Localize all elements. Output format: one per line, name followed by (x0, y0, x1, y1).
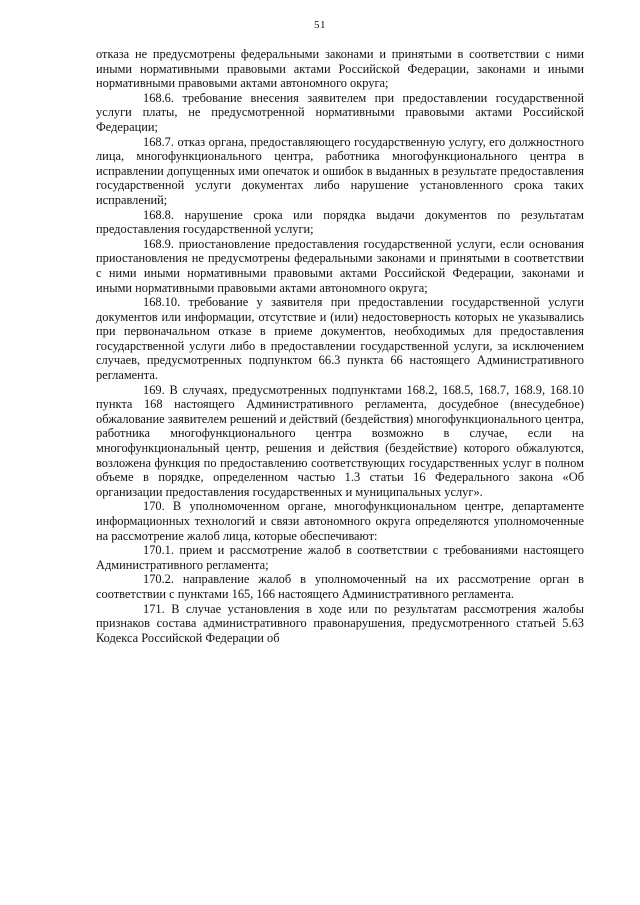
paragraph-168-9: 168.9. приостановление предоставления государственной услуги, если основания приостановления не предусмотрены федеральными законами и принятыми в соответствии с ними иными нормативными правовыми актами Российской Федерации, законами и иными нормативными правовыми актами автономного округа; (96, 236, 584, 295)
document-body (96, 47, 584, 645)
paragraph-170: 170. В уполномоченном органе, многофункциональном центре, департаменте информационных технологий и связи автономного округа определяются уполномоченные на рассмотрение жалоб лица, которые обеспечивают: (96, 499, 584, 543)
page-number: 51 (314, 19, 326, 31)
paragraph-169: 169. В случаях, предусмотренных подпунктами 168.2, 168.5, 168.7, 168.9, 168.10 пункта 168 настоящего Административного регламента, досудебное (внесудебное) обжалование заявителем решений и действий (бездействия) многофункционального центра, работника многофункционального центра возможно в случае, если на многофункциональный центр, решения и действия (бездействие) которого обжалуются, возложена функция по предоставлению соответствующих государственных услуг в полном объеме в порядке, определенном частью 1.3 статьи 16 Федерального закона «Об организации предоставления государственных и муниципальных услуг». (96, 382, 584, 499)
paragraph-170-2: 170.2. направление жалоб в уполномоченный на их рассмотрение орган в соответствии с пунктами 165, 166 настоящего Административного регламента. (96, 572, 584, 601)
paragraph-refusal-continuation: отказа не предусмотрены федеральными законами и принятыми в соответствии с ними иными нормативными правовыми актами Российской Федерации, законами и иными нормативными правовыми актами автономного округа; (96, 47, 584, 91)
paragraph-168-6: 168.6. требование внесения заявителем при предоставлении государственной услуги платы, не предусмотренной нормативными правовыми актами Российской Федерации; (96, 90, 584, 134)
paragraph-171: 171. В случае установления в ходе или по результатам рассмотрения жалобы признаков состава административного правонарушения, предусмотренного статьей 5.63 Кодекса Российской Федерации об (96, 601, 584, 645)
paragraph-168-10: 168.10. требование у заявителя при предоставлении государственной услуги документов или информации, отсутствие и (или) недостоверность которых не указывались при первоначальном отказе в приеме документов, необходимых для предоставления государственной услуги либо в предоставлении государственной услуги, за исключением случаев, предусмотренных подпунктом 66.3 пункта 66 настоящего Административного регламента. (96, 295, 584, 383)
paragraph-170-1: 170.1. прием и рассмотрение жалоб в соответствии с требованиями настоящего Административного регламента; (96, 543, 584, 572)
paragraph-168-7: 168.7. отказ органа, предоставляющего государственную услугу, его должностного лица, многофункционального центра, работника многофункционального центра в исправлении допущенных ими опечаток и ошибок в выданных в результате предоставления государственной услуги документах либо нарушение установленного срока таких исправлений; (96, 134, 584, 207)
paragraph-168-8: 168.8. нарушение срока или порядка выдачи документов по результатам предоставления государственной услуги; (96, 207, 584, 237)
